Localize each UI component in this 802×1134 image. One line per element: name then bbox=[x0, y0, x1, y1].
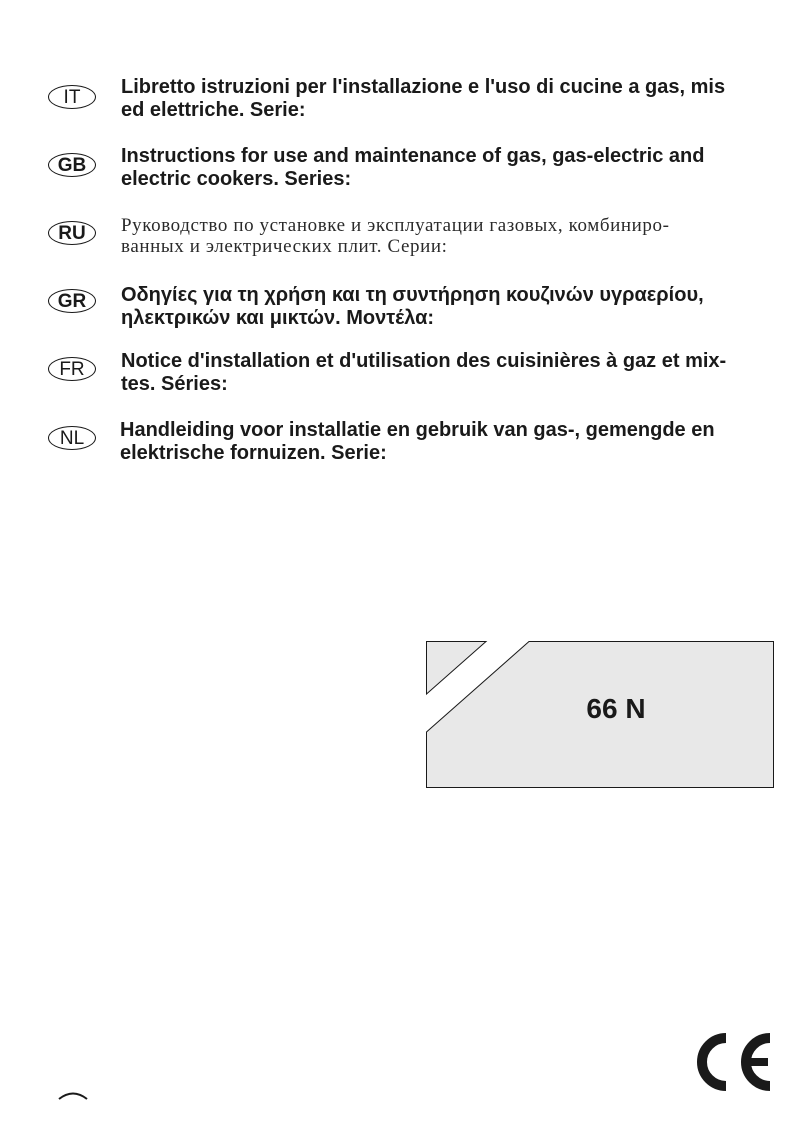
model-box-corner-triangle bbox=[427, 642, 487, 695]
lang-text-it-line-1: Libretto istruzioni per l'installazione e l'uso di cucine a gas, mis bbox=[121, 76, 726, 98]
lang-text-gr bbox=[121, 284, 779, 330]
lang-text-gb-line-2: electric cookers. Series: bbox=[121, 168, 352, 190]
lang-badge-nl: NL bbox=[48, 426, 96, 450]
lang-text-fr bbox=[121, 350, 779, 396]
ce-mark-icon bbox=[688, 1032, 776, 1092]
lang-badge-ru: RU bbox=[48, 221, 96, 245]
lang-text-nl-line-2: elektrische fornuizen. Serie: bbox=[120, 442, 387, 464]
model-number: 66 N bbox=[586, 693, 646, 724]
lang-text-gb-line-1: Instructions for use and maintenance of gas, gas-electric and bbox=[121, 145, 705, 167]
lang-text-fr-line-1: Notice d'installation et d'utilisation des cuisinières à gaz et mix- bbox=[121, 350, 727, 372]
lang-text-nl bbox=[120, 419, 778, 465]
lang-badge-gb: GB bbox=[48, 153, 96, 177]
lang-text-gb bbox=[121, 145, 779, 191]
bottom-edge-arc bbox=[58, 1090, 88, 1100]
lang-text-fr-line-2: tes. Séries: bbox=[121, 373, 228, 395]
lang-text-ru bbox=[121, 215, 779, 257]
lang-text-it bbox=[121, 76, 779, 122]
lang-text-gr-line-1: Οδηγίες για τη χρήση και τη συντήρηση κουζινών υγραερίου, bbox=[121, 284, 704, 306]
lang-text-it-line-2: ed elettriche. Serie: bbox=[121, 99, 306, 121]
lang-text-nl-line-1: Handleiding voor installatie en gebruik van gas-, gemengde en bbox=[120, 419, 715, 441]
model-series-box bbox=[426, 641, 774, 788]
lang-badge-fr: FR bbox=[48, 357, 96, 381]
lang-text-gr-line-2: ηλεκτρικών και μικτών. Μοντέλα: bbox=[121, 307, 435, 329]
lang-badge-gr: GR bbox=[48, 289, 96, 313]
lang-text-ru-line-2: ванных и электрических плит. Серии: bbox=[121, 236, 448, 257]
lang-badge-it: IT bbox=[48, 85, 96, 109]
lang-text-ru-line-1: Руководство по установке и эксплуатации газовых, комбиниро- bbox=[121, 215, 670, 236]
